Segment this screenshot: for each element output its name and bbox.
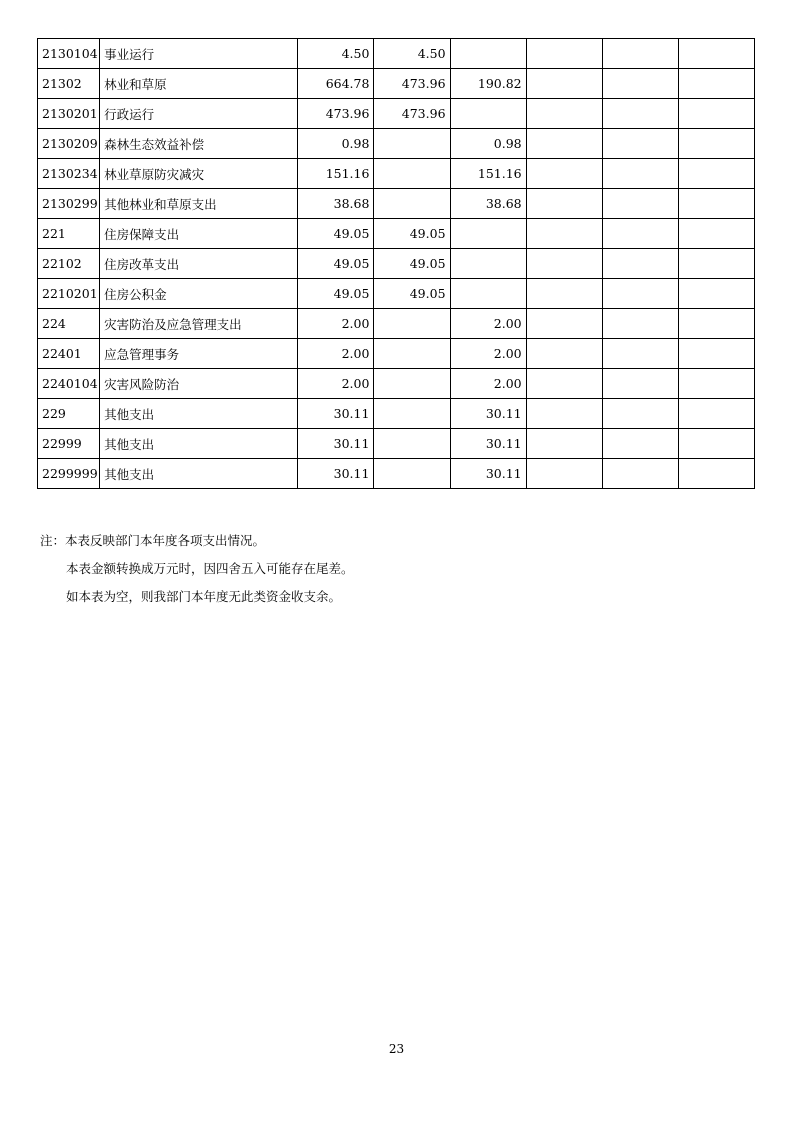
table-row (38, 339, 755, 369)
cell-name: 林业和草原 (100, 69, 298, 99)
cell-project: 30.11 (450, 429, 526, 459)
cell-col5 (602, 249, 678, 279)
cell-col6 (678, 189, 754, 219)
table-row (38, 249, 755, 279)
cell-col6 (678, 429, 754, 459)
table-row (38, 279, 755, 309)
cell-col6 (678, 39, 754, 69)
cell-code: 21302 (38, 69, 100, 99)
cell-name: 其他支出 (100, 459, 298, 489)
cell-total: 49.05 (298, 279, 374, 309)
cell-col4 (526, 219, 602, 249)
cell-name: 住房公积金 (100, 279, 298, 309)
table-row (38, 219, 755, 249)
cell-project (450, 249, 526, 279)
cell-code: 2210201 (38, 279, 100, 309)
cell-col5 (602, 159, 678, 189)
cell-col5 (602, 309, 678, 339)
cell-total: 38.68 (298, 189, 374, 219)
table-row (38, 309, 755, 339)
cell-col4 (526, 39, 602, 69)
cell-col4 (526, 459, 602, 489)
cell-basic: 49.05 (374, 249, 450, 279)
cell-total: 2.00 (298, 339, 374, 369)
expenditure-table (37, 38, 755, 489)
cell-name: 行政运行 (100, 99, 298, 129)
cell-col5 (602, 429, 678, 459)
cell-basic: 473.96 (374, 69, 450, 99)
cell-col4 (526, 279, 602, 309)
cell-code: 2130104 (38, 39, 100, 69)
cell-code: 22999 (38, 429, 100, 459)
table-row (38, 69, 755, 99)
cell-name: 住房改革支出 (100, 249, 298, 279)
cell-col5 (602, 219, 678, 249)
cell-basic (374, 459, 450, 489)
cell-name: 事业运行 (100, 39, 298, 69)
cell-col5 (602, 129, 678, 159)
table-row (38, 99, 755, 129)
note-line-1: 注：本表反映部门本年度各项支出情况。 (40, 533, 266, 548)
cell-project: 30.11 (450, 399, 526, 429)
cell-total: 49.05 (298, 249, 374, 279)
page-number: 23 (388, 1042, 405, 1056)
cell-basic (374, 309, 450, 339)
cell-code: 2299999 (38, 459, 100, 489)
cell-project: 38.68 (450, 189, 526, 219)
cell-project: 0.98 (450, 129, 526, 159)
cell-project: 190.82 (450, 69, 526, 99)
cell-col4 (526, 369, 602, 399)
cell-name: 林业草原防灾减灾 (100, 159, 298, 189)
cell-project (450, 219, 526, 249)
cell-col5 (602, 99, 678, 129)
cell-project: 2.00 (450, 369, 526, 399)
cell-col5 (602, 459, 678, 489)
cell-basic (374, 129, 450, 159)
cell-col4 (526, 399, 602, 429)
note-line-3: 如本表为空，则我部门本年度无此类资金收支余。 (66, 589, 342, 604)
cell-col4 (526, 339, 602, 369)
cell-col6 (678, 459, 754, 489)
cell-project (450, 39, 526, 69)
cell-col6 (678, 99, 754, 129)
cell-code: 224 (38, 309, 100, 339)
table-notes (40, 527, 354, 611)
cell-code: 22401 (38, 339, 100, 369)
cell-name: 住房保障支出 (100, 219, 298, 249)
cell-name: 其他支出 (100, 399, 298, 429)
cell-basic (374, 399, 450, 429)
cell-col6 (678, 249, 754, 279)
cell-col4 (526, 429, 602, 459)
cell-col6 (678, 339, 754, 369)
cell-col4 (526, 129, 602, 159)
table-row (38, 429, 755, 459)
cell-col4 (526, 249, 602, 279)
cell-col4 (526, 99, 602, 129)
cell-basic (374, 429, 450, 459)
cell-project (450, 279, 526, 309)
cell-basic: 49.05 (374, 219, 450, 249)
cell-code: 2130201 (38, 99, 100, 129)
cell-name: 森林生态效益补偿 (100, 129, 298, 159)
table-row (38, 189, 755, 219)
cell-total: 0.98 (298, 129, 374, 159)
cell-code: 221 (38, 219, 100, 249)
cell-col5 (602, 69, 678, 99)
cell-project: 2.00 (450, 339, 526, 369)
cell-name: 其他林业和草原支出 (100, 189, 298, 219)
cell-basic: 473.96 (374, 99, 450, 129)
cell-col6 (678, 69, 754, 99)
cell-code: 2130234 (38, 159, 100, 189)
cell-total: 664.78 (298, 69, 374, 99)
cell-total: 473.96 (298, 99, 374, 129)
cell-basic: 49.05 (374, 279, 450, 309)
table-row (38, 399, 755, 429)
table-row (38, 459, 755, 489)
cell-col6 (678, 279, 754, 309)
cell-name: 灾害防治及应急管理支出 (100, 309, 298, 339)
table-row (38, 39, 755, 69)
cell-code: 2240104 (38, 369, 100, 399)
cell-basic (374, 339, 450, 369)
cell-col6 (678, 399, 754, 429)
cell-total: 49.05 (298, 219, 374, 249)
cell-col5 (602, 39, 678, 69)
cell-total: 151.16 (298, 159, 374, 189)
note-line-2: 本表金额转换成万元时，因四舍五入可能存在尾差。 (66, 561, 354, 576)
cell-code: 2130299 (38, 189, 100, 219)
cell-basic (374, 159, 450, 189)
table-row (38, 129, 755, 159)
cell-code: 229 (38, 399, 100, 429)
cell-name: 应急管理事务 (100, 339, 298, 369)
cell-basic (374, 189, 450, 219)
cell-col6 (678, 159, 754, 189)
cell-total: 2.00 (298, 369, 374, 399)
cell-name: 灾害风险防治 (100, 369, 298, 399)
cell-col4 (526, 189, 602, 219)
cell-code: 2130209 (38, 129, 100, 159)
cell-col6 (678, 309, 754, 339)
cell-col5 (602, 279, 678, 309)
cell-project: 30.11 (450, 459, 526, 489)
cell-total: 30.11 (298, 399, 374, 429)
cell-col6 (678, 129, 754, 159)
cell-project: 2.00 (450, 309, 526, 339)
cell-name: 其他支出 (100, 429, 298, 459)
table-row (38, 369, 755, 399)
cell-col6 (678, 369, 754, 399)
cell-col5 (602, 399, 678, 429)
cell-total: 2.00 (298, 309, 374, 339)
cell-col4 (526, 159, 602, 189)
cell-col5 (602, 339, 678, 369)
cell-total: 30.11 (298, 459, 374, 489)
table-body (38, 39, 755, 489)
cell-code: 22102 (38, 249, 100, 279)
cell-basic (374, 369, 450, 399)
cell-col5 (602, 189, 678, 219)
cell-project: 151.16 (450, 159, 526, 189)
cell-col4 (526, 309, 602, 339)
cell-total: 30.11 (298, 429, 374, 459)
cell-col4 (526, 69, 602, 99)
cell-col6 (678, 219, 754, 249)
cell-total: 4.50 (298, 39, 374, 69)
cell-project (450, 99, 526, 129)
cell-col5 (602, 369, 678, 399)
cell-basic: 4.50 (374, 39, 450, 69)
table-row (38, 159, 755, 189)
